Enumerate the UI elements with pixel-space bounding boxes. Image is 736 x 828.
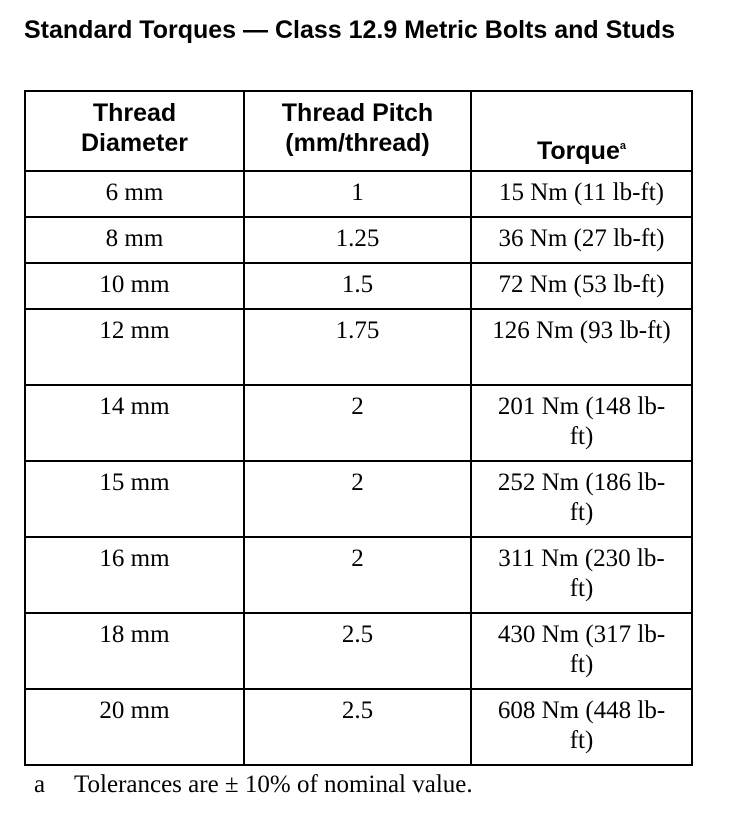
torque-cell: 311 Nm (230 lb-ft): [471, 537, 692, 613]
footnote-marker: a: [34, 771, 46, 798]
torque-cell: 608 Nm (448 lb-ft): [471, 689, 692, 765]
table-row: [25, 309, 692, 385]
pitch-cell: 2: [244, 537, 471, 613]
pitch-cell: 2: [244, 461, 471, 537]
header-thread-diameter-line1: Thread: [92, 99, 177, 127]
diameter-cell: 20 mm: [25, 689, 244, 765]
torque-cell: 72 Nm (53 lb-ft): [471, 263, 692, 309]
header-thread-pitch-line2: (mm/thread): [285, 129, 430, 157]
pitch-cell: 1: [244, 171, 471, 217]
table-row: [25, 385, 692, 461]
header-torque: [471, 91, 692, 171]
diameter-cell: 8 mm: [25, 217, 244, 263]
diameter-cell: 14 mm: [25, 385, 244, 461]
table-row: [25, 537, 692, 613]
footnote: [34, 770, 473, 800]
diameter-cell: 16 mm: [25, 537, 244, 613]
torque-table: [24, 90, 693, 766]
pitch-cell: 2.5: [244, 613, 471, 689]
torque-cell: 126 Nm (93 lb-ft): [471, 309, 692, 385]
torque-cell: 15 Nm (11 lb-ft): [471, 171, 692, 217]
header-row: [25, 91, 692, 171]
diameter-cell: 15 mm: [25, 461, 244, 537]
table-row: [25, 171, 692, 217]
table-row: [25, 217, 692, 263]
table-row: [25, 613, 692, 689]
pitch-cell: 1.25: [244, 217, 471, 263]
diameter-cell: 18 mm: [25, 613, 244, 689]
pitch-cell: 1.75: [244, 309, 471, 385]
header-thread-pitch: [244, 91, 471, 171]
header-thread-diameter: [25, 91, 244, 171]
pitch-cell: 2: [244, 385, 471, 461]
header-thread-pitch-line1: Thread Pitch: [281, 99, 434, 127]
pitch-cell: 2.5: [244, 689, 471, 765]
diameter-cell: 12 mm: [25, 309, 244, 385]
header-thread-diameter-line2: Diameter: [81, 129, 188, 157]
torque-cell: 201 Nm (148 lb-ft): [471, 385, 692, 461]
torque-footnote-ref: a: [619, 140, 626, 152]
table-row: [25, 263, 692, 309]
table-row: [25, 461, 692, 537]
pitch-cell: 1.5: [244, 263, 471, 309]
table-row: [25, 689, 692, 765]
diameter-cell: 10 mm: [25, 263, 244, 309]
table-title: Standard Torques — Class 12.9 Metric Bolts and Studs: [24, 16, 676, 44]
footnote-text: Tolerances are ± 10% of nominal value.: [74, 771, 473, 798]
header-torque-label: Torque: [537, 137, 620, 165]
torque-cell: 36 Nm (27 lb-ft): [471, 217, 692, 263]
diameter-cell: 6 mm: [25, 171, 244, 217]
torque-cell: 430 Nm (317 lb-ft): [471, 613, 692, 689]
torque-cell: 252 Nm (186 lb-ft): [471, 461, 692, 537]
